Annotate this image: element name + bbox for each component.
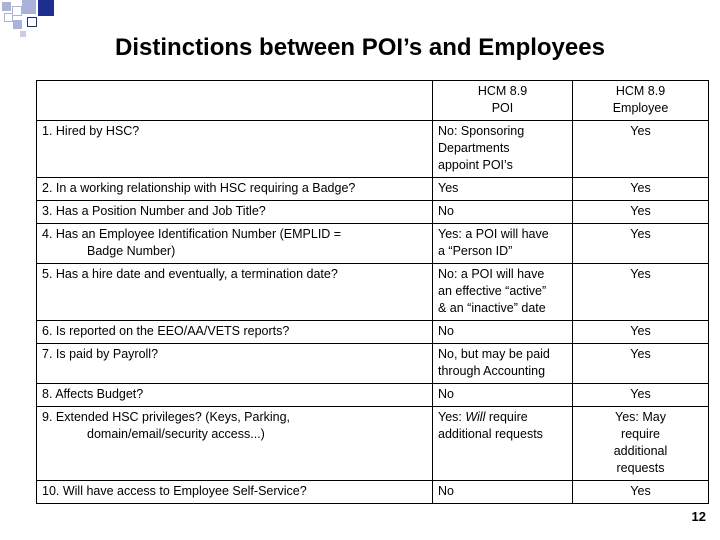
criterion-cell [37, 264, 433, 321]
cell-line: No [438, 484, 454, 498]
cell-line: Employee [612, 101, 669, 115]
cell-line: Yes [630, 347, 651, 361]
cell-line: Yes [438, 181, 459, 195]
table-row [37, 178, 709, 201]
cell-line: & an “inactive” date [438, 301, 546, 315]
cell-line: 1. Hired by HSC? [42, 124, 140, 138]
cell-line: require [621, 427, 660, 441]
poi-cell [433, 481, 573, 504]
cell-line: Yes [630, 267, 651, 281]
cell-line: domain/email/security access...) [87, 427, 265, 441]
employee-cell [573, 178, 709, 201]
employee-cell [573, 481, 709, 504]
header-poi-cell [433, 81, 573, 121]
table-row [37, 121, 709, 178]
cell-line: No: Sponsoring [438, 124, 525, 138]
employee-cell [573, 407, 709, 481]
criterion-cell [37, 224, 433, 264]
cell-line: POI [491, 101, 514, 115]
emphasis-text: Will [465, 410, 486, 424]
cell-line: Yes [630, 204, 651, 218]
poi-cell [433, 407, 573, 481]
cell-line: 2. In a working relationship with HSC requiring a Badge? [42, 181, 356, 195]
table-row [37, 321, 709, 344]
cell-line: No [438, 387, 454, 401]
poi-cell [433, 201, 573, 224]
table-row [37, 407, 709, 481]
table-row [37, 384, 709, 407]
cell-line: 9. Extended HSC privileges? (Keys, Parking, [42, 410, 291, 424]
table-row [37, 344, 709, 384]
cell-line: HCM 8.9 [477, 84, 528, 98]
table-row [37, 201, 709, 224]
cell-line: 6. Is reported on the EEO/AA/VETS reports? [42, 324, 290, 338]
criterion-cell [37, 121, 433, 178]
cell-line: HCM 8.9 [615, 84, 666, 98]
employee-cell [573, 121, 709, 178]
cell-line: Yes [630, 124, 651, 138]
cell-line: Yes: a POI will have [438, 227, 549, 241]
poi-cell [433, 384, 573, 407]
employee-cell [573, 264, 709, 321]
cell-line: through Accounting [438, 364, 546, 378]
cell-line: 5. Has a hire date and eventually, a termination date? [42, 267, 338, 281]
employee-cell [573, 384, 709, 407]
cell-line: Yes: May [615, 410, 666, 424]
table-row [37, 264, 709, 321]
cell-line: additional requests [438, 427, 543, 441]
cell-line: No: a POI will have [438, 267, 545, 281]
cell-line: requests [616, 461, 665, 475]
header-employee-cell [573, 81, 709, 121]
criterion-cell [37, 407, 433, 481]
table-header-row [37, 81, 709, 121]
poi-cell [433, 121, 573, 178]
page-number: 12 [691, 509, 706, 524]
criterion-cell [37, 481, 433, 504]
cell-line: Departments [438, 141, 510, 155]
poi-cell [433, 264, 573, 321]
cell-line: an effective “active” [438, 284, 547, 298]
employee-cell [573, 201, 709, 224]
employee-cell [573, 344, 709, 384]
criterion-cell [37, 344, 433, 384]
table-row [37, 224, 709, 264]
cell-line: Badge Number) [87, 244, 176, 258]
poi-cell [433, 178, 573, 201]
cell-line: 4. Has an Employee Identification Number (EMPLID = [42, 227, 342, 241]
cell-line: 3. Has a Position Number and Job Title? [42, 204, 266, 218]
employee-cell [573, 224, 709, 264]
cell-line: Yes [630, 484, 651, 498]
cell-line: 7. Is paid by Payroll? [42, 347, 159, 361]
distinctions-table [36, 80, 709, 504]
cell-line: No [438, 204, 454, 218]
cell-line: additional [613, 444, 668, 458]
employee-cell [573, 321, 709, 344]
cell-line: Yes [630, 227, 651, 241]
criterion-cell [37, 201, 433, 224]
poi-cell [433, 344, 573, 384]
page-title: Distinctions between POI’s and Employees [115, 34, 605, 61]
table-row [37, 481, 709, 504]
poi-cell [433, 321, 573, 344]
criterion-cell [37, 384, 433, 407]
criterion-cell [37, 178, 433, 201]
cell-line: a “Person ID” [438, 244, 513, 258]
criterion-cell [37, 321, 433, 344]
cell-line: 8. Affects Budget? [42, 387, 144, 401]
cell-line: No, but may be paid [438, 347, 550, 361]
cell-line: appoint POI’s [438, 158, 513, 172]
cell-line: Yes: Will require [438, 410, 528, 424]
header-criteria-cell [37, 81, 433, 121]
poi-cell [433, 224, 573, 264]
cell-line: Yes [630, 324, 651, 338]
cell-line: 10. Will have access to Employee Self-Service? [42, 484, 307, 498]
cell-line: Yes [630, 181, 651, 195]
cell-line: Yes [630, 387, 651, 401]
cell-line: No [438, 324, 454, 338]
